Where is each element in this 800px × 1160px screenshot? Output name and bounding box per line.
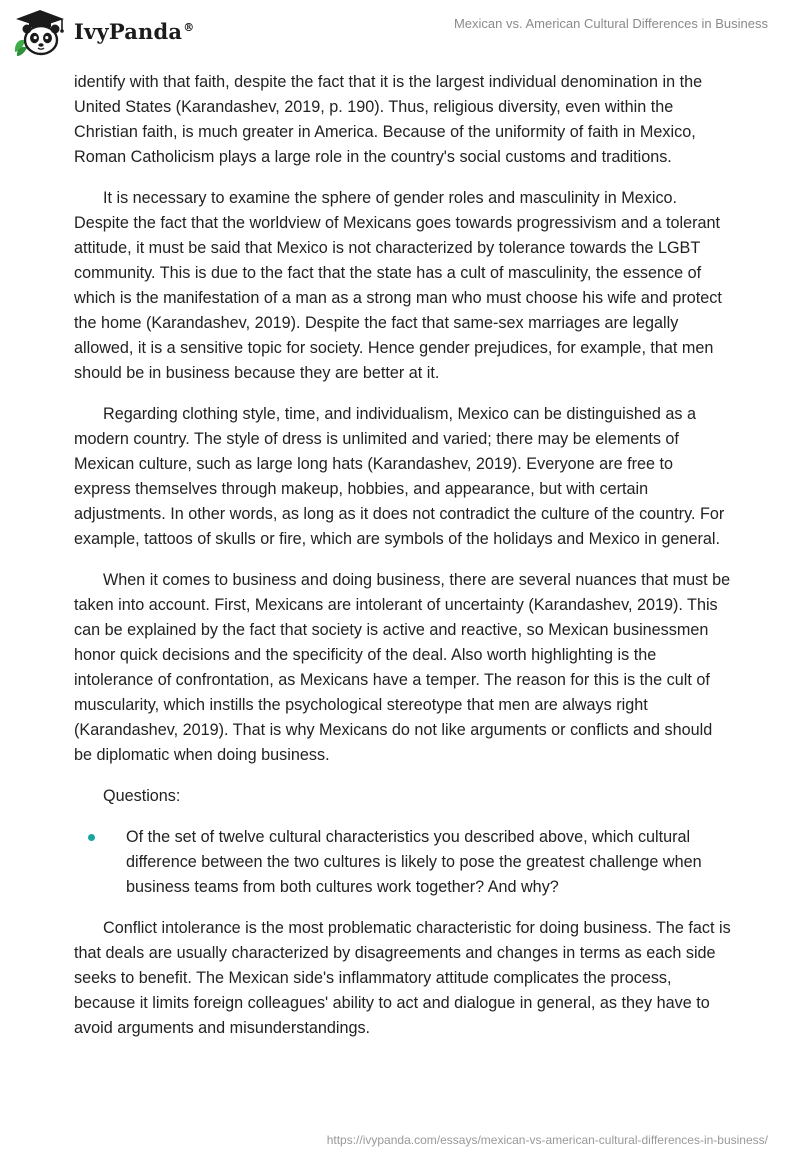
paragraph-gender-roles: It is necessary to examine the sphere of gender roles and masculinity in Mexico. Despite the fact that the worldview of Mexicans goes towards progressivism and a tolerant attitude, it must be said that Mexico is not characterized by tolerance towards the LGBT community. This is due to the fact that the state has a cult of masculinity, the essence of which is the manifestation of a man as a strong man who must choose his wife and protect the home (Karandashev, 2019). Despite the fact that same-sex marriages are legally allowed, it is a sensitive topic for society. Hence gender prejudices, for example, that men should be in business because they are better at it.	[74, 189, 722, 382]
page-header	[0, 0, 800, 66]
paragraph-conflict-intolerance: Conflict intolerance is the most problematic characteristic for doing business. The fact is that deals are usually characterized by disagreements and changes in terms as each side seeks to benefit. The Mexican side's inflammatory attitude complicates the process, because it limits foreign colleagues' ability to act and dialogue in general, as they have to avoid arguments and misunderstandings.	[74, 919, 731, 1037]
question-text: Of the set of twelve cultural characteristics you described above, which cultural difference between the two cultures is likely to pose the greatest challenge when business teams from both cultures work together? And why?	[126, 828, 702, 896]
bullet-icon	[88, 834, 95, 841]
source-url[interactable]: https://ivypanda.com/essays/mexican-vs-american-cultural-differences-in-business/	[326, 1133, 768, 1147]
questions-label: Questions:	[103, 787, 181, 805]
paragraph-clothing-style: Regarding clothing style, time, and individualism, Mexico can be distinguished as a modern country. The style of dress is unlimited and varied; there may be elements of Mexican culture, such as large long hats (Karandashev, 2019). Everyone are free to express themselves through makeup, hobbies, and appearance, but with certain adjustments. In other words, as long as it does not contradict the culture of the country. For example, tattoos of skulls or fire, which are symbols of the holidays and Mexico in general.	[74, 405, 725, 548]
ivypanda-logo[interactable]	[12, 8, 194, 58]
paragraph-business-nuances: When it comes to business and doing business, there are several nuances that must be taken into account. First, Mexicans are intolerant of uncertainty (Karandashev, 2019). This can be explained by the fact that society is active and reactive, so Mexican businessmen honor quick decisions and the specificity of the deal. Also worth highlighting is the intolerance of confrontation, as Mexicans have a temper. The reason for this is the cult of muscularity, which instills the psychological stereotype that men are always right (Karandashev, 2019). That is why Mexicans do not like arguments or conflicts and should be diplomatic when doing business.	[74, 571, 731, 764]
list-item	[126, 825, 734, 900]
questions-list	[74, 825, 734, 900]
essay-body	[74, 70, 734, 1057]
paragraph-religion-continued: identify with that faith, despite the fact that it is the largest individual denomination in the United States (Karandashev, 2019, p. 190). Thus, religious diversity, even within the Christian faith, is much greater in America. Because of the uniformity of faith in Mexico, Roman Catholicism plays a large role in the country's social customs and traditions.	[74, 73, 703, 166]
panda-graduate-icon	[12, 8, 68, 58]
brand-name: IvyPanda®	[74, 18, 195, 44]
registered-mark: ®	[183, 20, 195, 34]
document-title: Mexican vs. American Cultural Differences in Business	[453, 16, 768, 31]
